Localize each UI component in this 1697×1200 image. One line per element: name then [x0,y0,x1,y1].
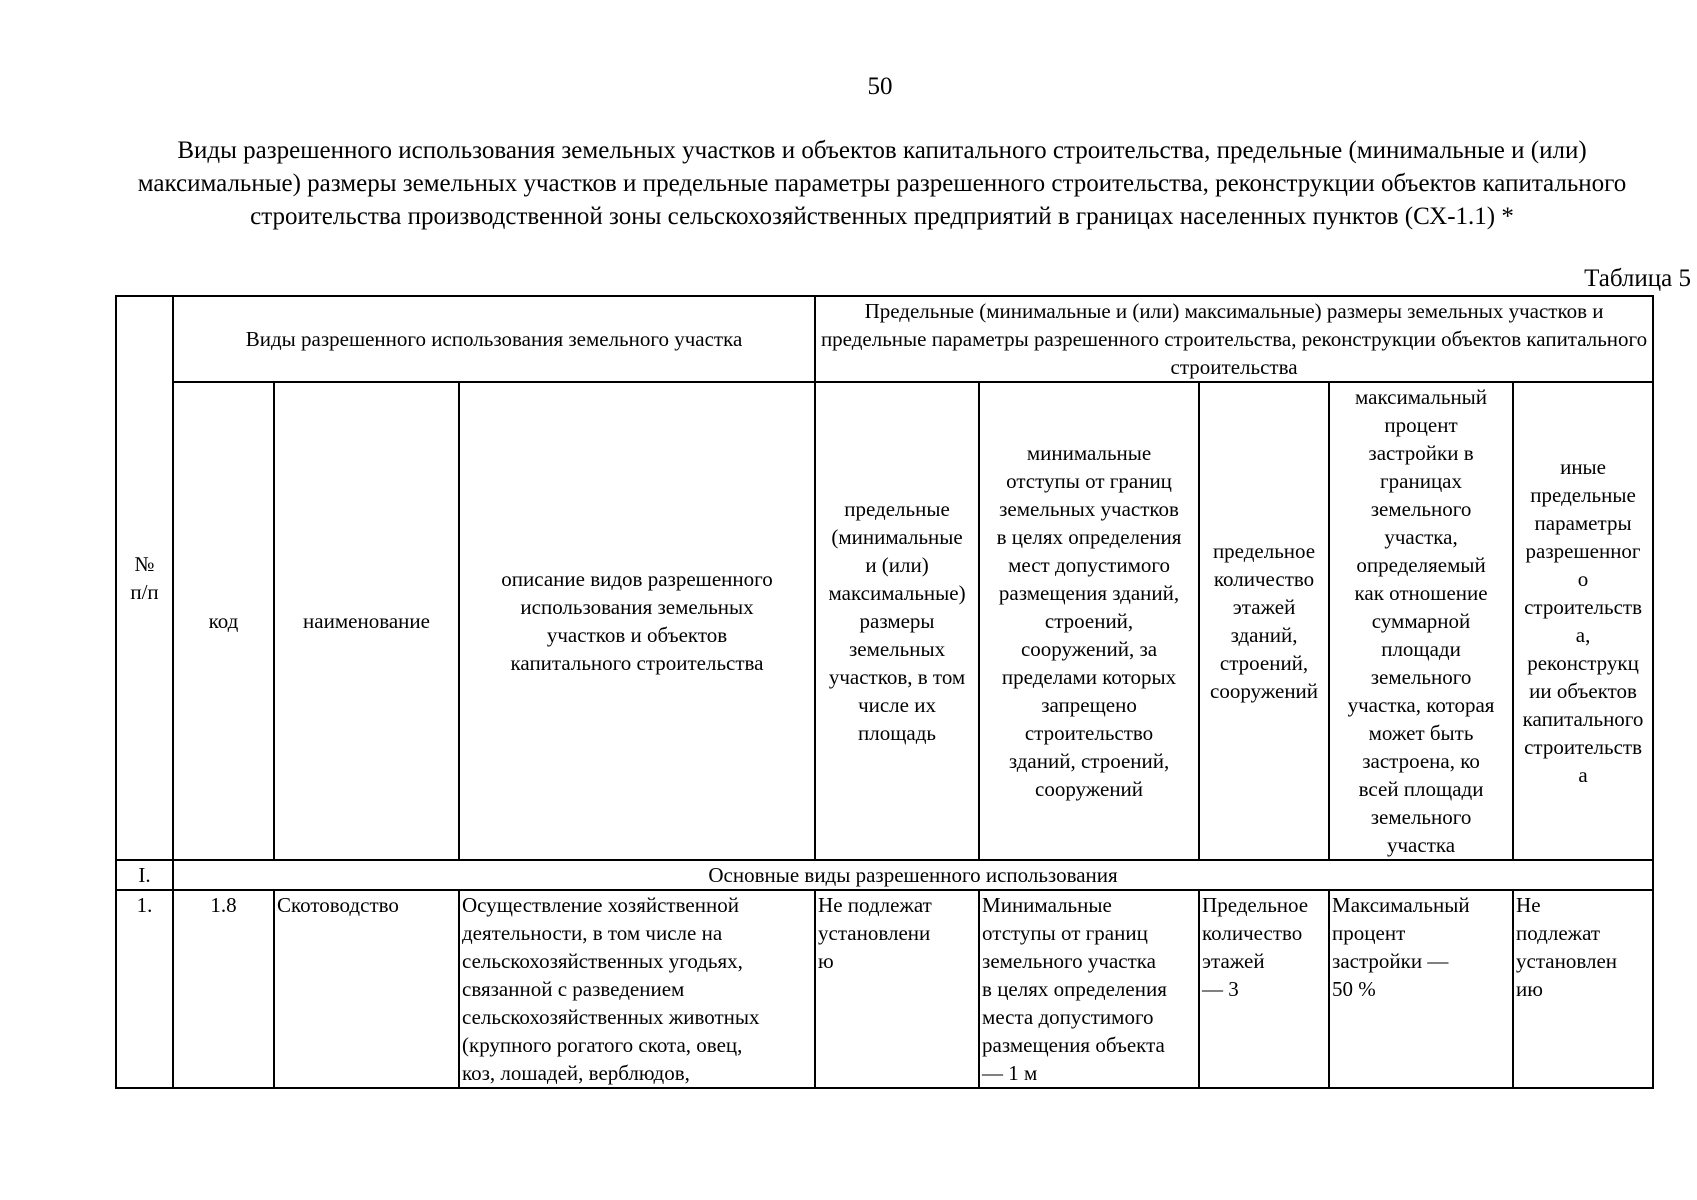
document-title: Виды разрешенного использования земельных участков и объектов капитального строительства, предельные (минимальные и (или) максимальные) размеры земельных участков и предельные параметры разрешенного строительства, реконструкции объектов капитального строительства производственной зоны сельскохозяйственных предприятий в границах населенных пунктов (СХ-1.1) * [137,137,1627,230]
row-description: Осуществление хозяйственной деятельности, в том числе на сельскохозяйственных угодьях, связанной с разведением сельскохозяйственных животных (крупного рогатого скота, овец, коз, лошадей, верблюдов, [459,890,815,1088]
row-num: 1. [116,890,173,1088]
table-row [116,890,1653,1088]
header-num: № п/п [116,296,173,860]
header-row-columns [116,382,1653,860]
row-coverage: Максимальный процент застройки — 50 % [1329,890,1513,1088]
row-other: Не подлежат установлен ию [1513,890,1653,1088]
header-coverage: максимальный процент застройки в границах земельного участка, определяемый как отношение суммарной площади земельного участка, которая может быть застроена, ко всей площади земельного участка [1329,382,1513,860]
row-floors: Предельное количество этажей — 3 [1199,890,1329,1088]
header-code: код [173,382,274,860]
header-size: предельные (минимальные и (или) максимальные) размеры земельных участков, в том числе их площадь [815,382,979,860]
header-setbacks: минимальные отступы от границ земельных участков в целях определения мест допустимого размещения зданий, строений, сооружений, за пределами которых запрещено строительство зданий, строений, сооружений [979,382,1199,860]
header-floors: предельное количество этажей зданий, строений, сооружений [1199,382,1329,860]
row-code: 1.8 [173,890,274,1088]
header-group-kinds: Виды разрешенного использования земельного участка [173,296,815,382]
row-name: Скотоводство [274,890,459,1088]
section-row [116,860,1653,890]
page-number: 50 [867,73,893,100]
regulations-table [115,295,1654,1089]
header-description: описание видов разрешенного использования земельных участков и объектов капитального строительства [459,382,815,860]
header-name: наименование [274,382,459,860]
header-group-limits: Предельные (минимальные и (или) максимальные) размеры земельных участков и предельные параметры разрешенного строительства, реконструкции объектов капитального строительства [815,296,1653,382]
table-label: Таблица 5 [1584,265,1691,292]
row-setbacks: Минимальные отступы от границ земельного участка в целях определения места допустимого размещения объекта — 1 м [979,890,1199,1088]
row-size: Не подлежат установлени ю [815,890,979,1088]
section-title: Основные виды разрешенного использования [173,860,1653,890]
header-other: иные предельные параметры разрешенног о строительств а, реконструкц ии объектов капитального строительств а [1513,382,1653,860]
header-row-groups [116,296,1653,382]
section-num: I. [116,860,173,890]
